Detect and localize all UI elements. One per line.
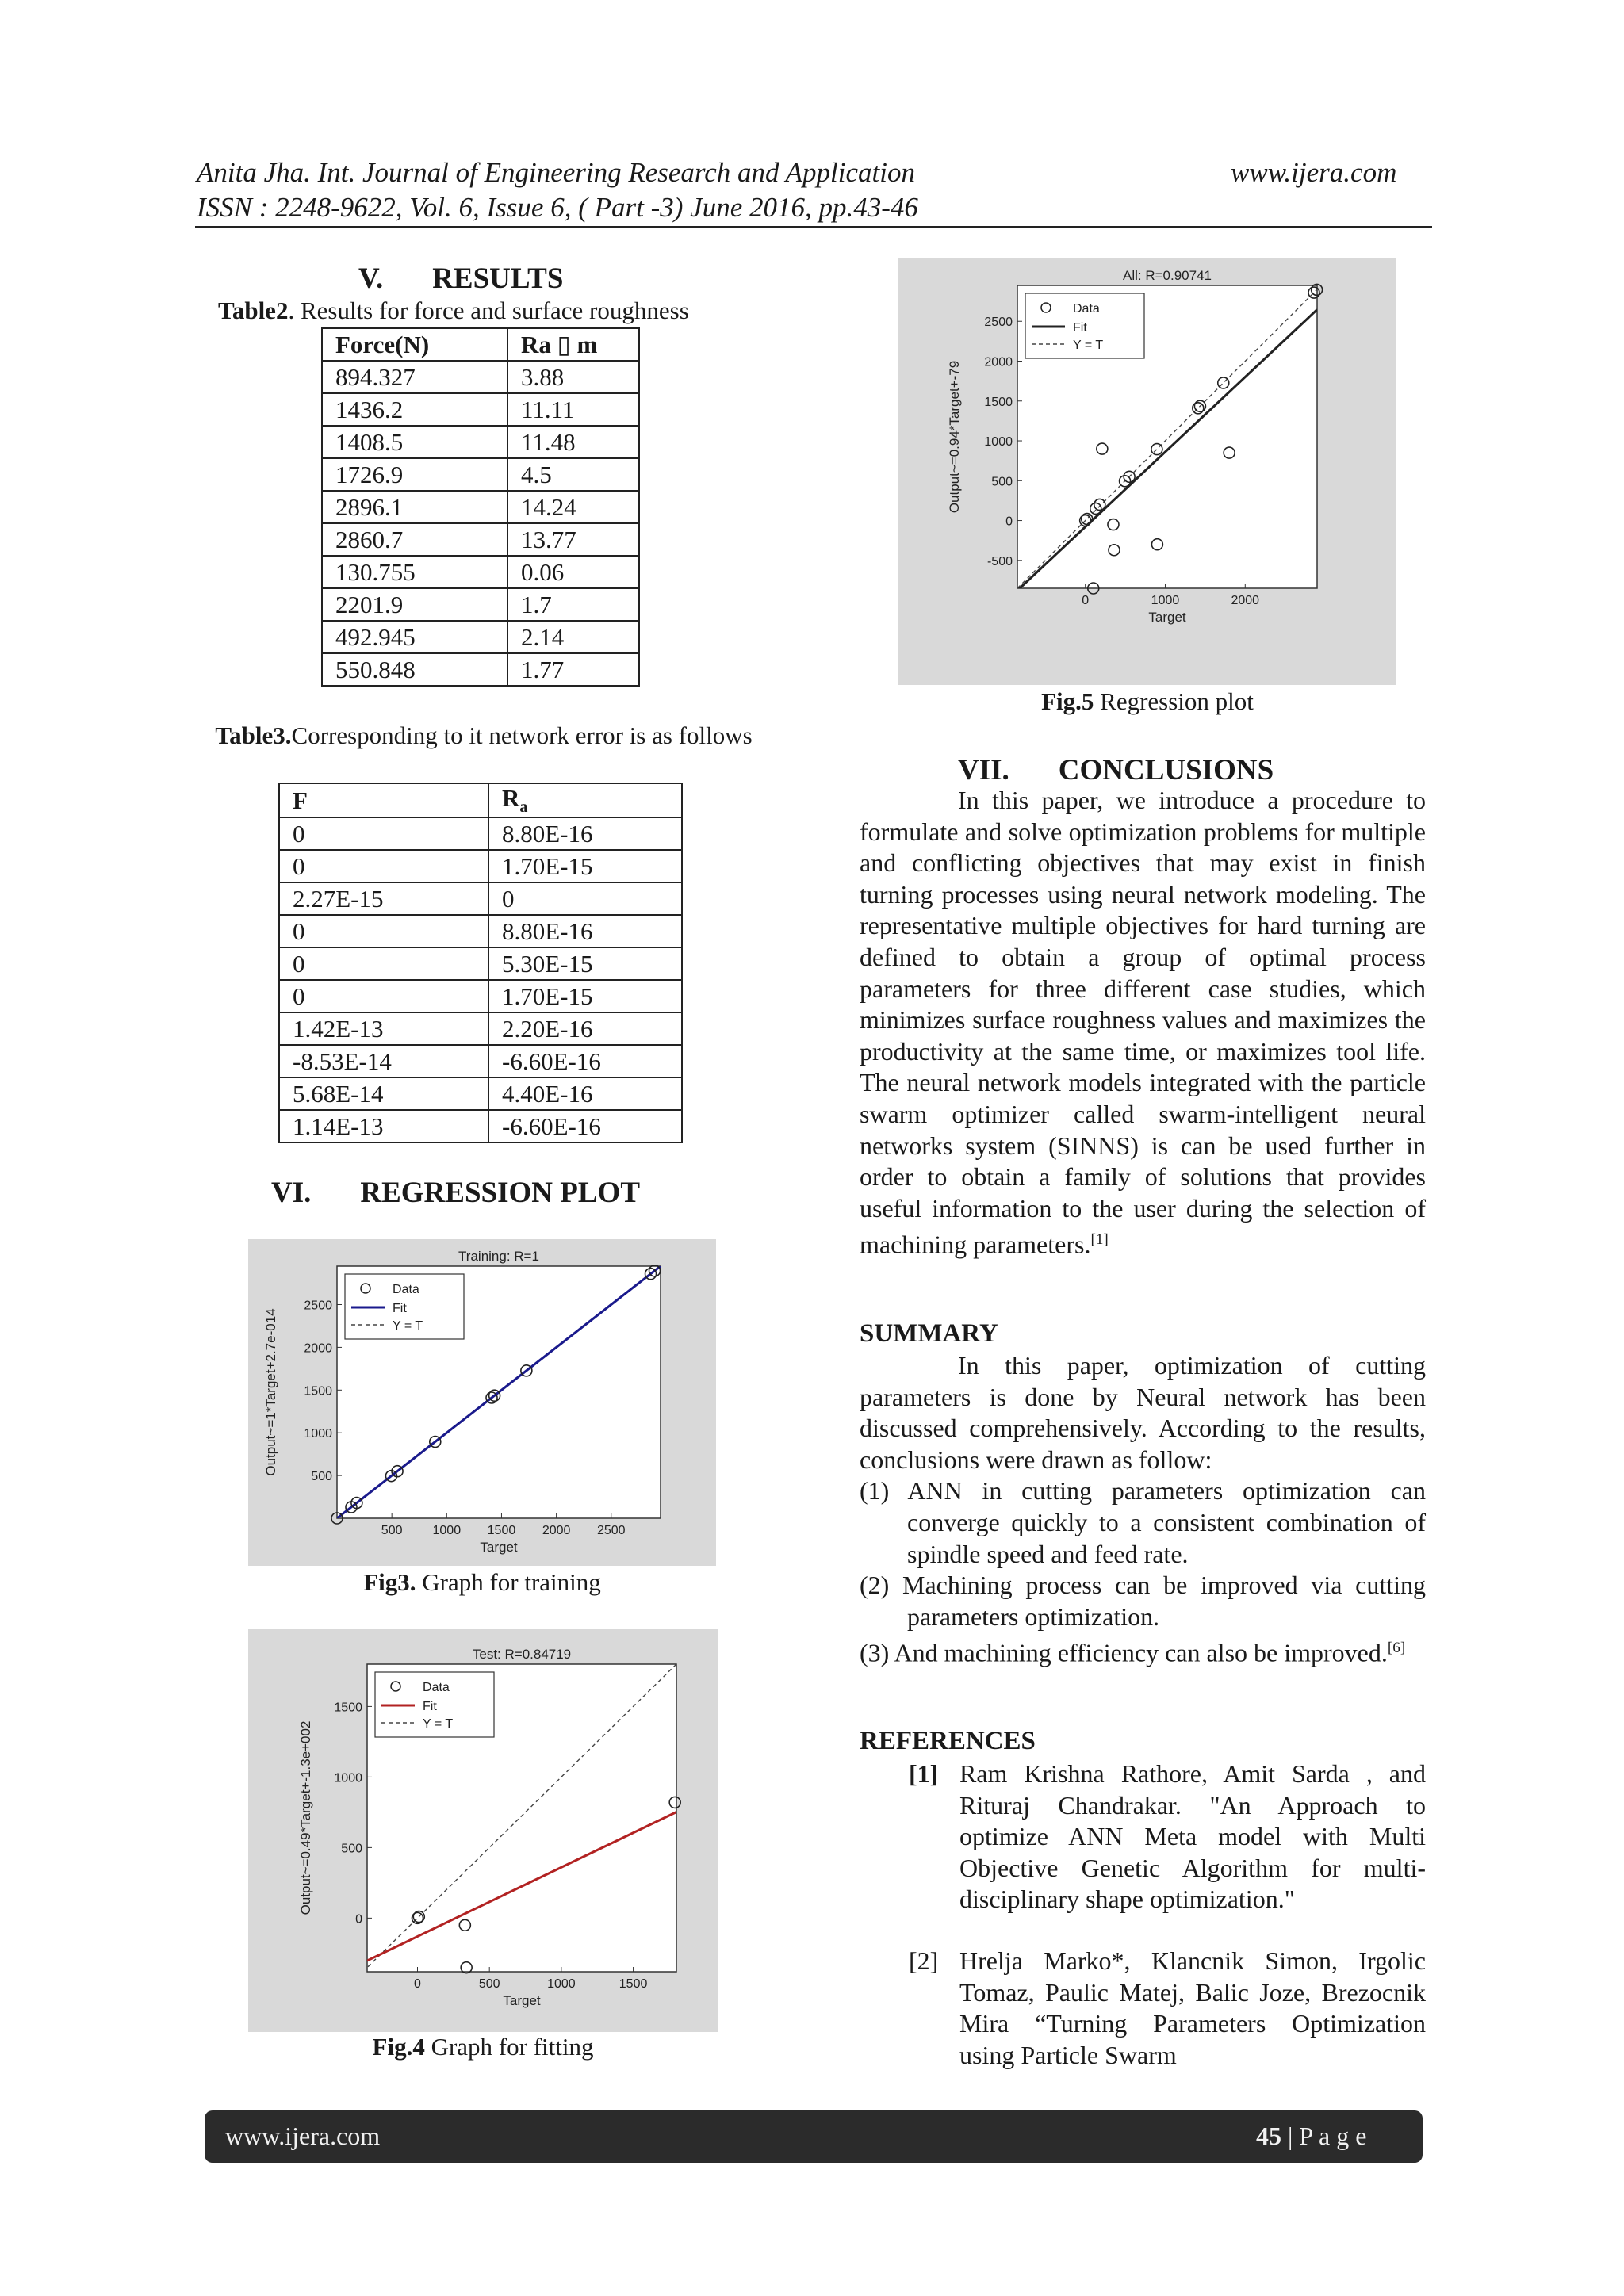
fig5-caption: Fig.5 Regression plot <box>1041 687 1254 715</box>
table3-header-f: F <box>279 783 488 817</box>
table3-cell: 0 <box>279 817 488 850</box>
table3-cell: 4.40E-16 <box>488 1077 682 1110</box>
table2-header-ra: Ra ▯ m <box>508 328 639 361</box>
fig4-svg <box>248 1629 718 2032</box>
table2-row <box>322 588 639 621</box>
footer-website[interactable]: www.ijera.com <box>225 2122 381 2150</box>
table3-row <box>279 947 682 980</box>
table2-cell: 894.327 <box>322 361 508 393</box>
table3-cell: 8.80E-16 <box>488 915 682 947</box>
table2-cell: 1.77 <box>508 653 639 686</box>
table2-cell: 1408.5 <box>322 426 508 458</box>
y-tick-label: 2000 <box>304 1341 332 1356</box>
table3-row <box>279 1110 682 1142</box>
footer-page: 45 | P a g e <box>1256 2122 1367 2150</box>
legend-data-label: Data <box>1073 302 1100 316</box>
table3-header-ra: $R_a$ <box>488 783 682 817</box>
x-tick-label: 2500 <box>596 1524 626 1537</box>
references-heading: REFERENCES <box>860 1727 1036 1755</box>
table2-row <box>322 621 639 653</box>
table2-cell: 1726.9 <box>322 458 508 491</box>
legend-identity-label: Y = T <box>393 1319 423 1333</box>
table3-cell: -6.60E-16 <box>488 1110 682 1142</box>
table3-cell: 0 <box>279 850 488 882</box>
table3-row <box>279 1077 682 1110</box>
chart-title: All: R=0.90741 <box>1123 268 1212 283</box>
legend-data-label: Data <box>393 1283 419 1296</box>
table2-row <box>322 426 639 458</box>
table3-row <box>279 850 682 882</box>
x-tick-label: 1000 <box>432 1524 462 1537</box>
reference-1: [1] Ram Krishna Rathore, Amit Sarda , and Rituraj Chandrakar. "An Approach to optimize ANN Meta model with Multi Objective Genetic Algorithm for multi-disciplinary shape optimization." <box>909 1759 1426 1914</box>
table2-header-force: Force(N) <box>322 328 508 361</box>
y-tick-label: 0 <box>355 1912 362 1927</box>
table2-cell: 550.848 <box>322 653 508 686</box>
legend-fit-label: Fit <box>393 1302 407 1315</box>
x-axis-label: Target <box>480 1540 518 1555</box>
regression-heading: VI. REGRESSION PLOT <box>271 1177 640 1209</box>
y-tick-label: 2500 <box>984 316 1013 330</box>
y-tick-label: 0 <box>1005 515 1013 529</box>
table2-cell: 2.14 <box>508 621 639 653</box>
fig3-training-plot <box>248 1239 716 1566</box>
y-tick-label: 1000 <box>334 1771 362 1785</box>
table2-row <box>322 556 639 588</box>
header-website[interactable]: www.ijera.com <box>1231 157 1397 188</box>
y-tick-label: 500 <box>991 475 1013 489</box>
chart-title: Test: R=0.84719 <box>472 1647 572 1662</box>
table3-cell: 1.42E-13 <box>279 1012 488 1045</box>
table2-cell: 130.755 <box>322 556 508 588</box>
table2-row <box>322 458 639 491</box>
x-tick-label: 0 <box>414 1977 421 1991</box>
table2-cell: 13.77 <box>508 523 639 556</box>
table3-cell: 0 <box>488 882 682 915</box>
x-tick-label: 1000 <box>1151 594 1180 607</box>
fig5-all-plot <box>898 258 1396 685</box>
table2 <box>321 327 640 687</box>
table3-cell: 8.80E-16 <box>488 817 682 850</box>
fig4-caption: Fig.4 Graph for fitting <box>372 2033 594 2061</box>
footer-bar <box>205 2110 1423 2163</box>
table3-cell: 0 <box>279 980 488 1012</box>
table2-row <box>322 393 639 426</box>
legend-fit-label: Fit <box>1073 321 1087 335</box>
table2-caption: Table2. Results for force and surface roughness <box>218 297 689 324</box>
table2-header-row <box>322 328 639 361</box>
y-tick-label: 1000 <box>304 1427 332 1441</box>
references-list <box>909 1758 1426 2071</box>
table2-cell: 11.11 <box>508 393 639 426</box>
y-axis-label: Output~=1*Target+2.7e-014 <box>263 1308 278 1476</box>
table3-cell: 2.27E-15 <box>279 882 488 915</box>
x-tick-label: 500 <box>381 1524 403 1537</box>
conclusions-body: In this paper, we introduce a procedure to formulate and solve optimization problems for multiple and conflicting objectives that may exist in finish turning processes using neural network modeling. The representative multiple objectives for hard turning are defined to obtain a group of optimal process parameters for three different case studies, which minimizes surface roughness values and maximizes the productivity at the same time, or maximizes tool life. The neural network models integrated with the particle swarm optimizer called swarm-intelligent neural networks system (SINNS) is can be used further in order to obtain a family of solutions that provides useful information to the user during the selection of machining parameters.[1] <box>860 786 1426 1259</box>
reference-2: [2] Hrelja Marko*, Klancnik Simon, Irgolic Tomaz, Paulic Matej, Balic Joze, Brezocnik Mira “Turning Parameters Optimization using Particle Swarm <box>909 1946 1426 2069</box>
x-tick-label: 1500 <box>619 1977 648 1991</box>
table3-cell: 0 <box>279 947 488 980</box>
table3-cell: 2.20E-16 <box>488 1012 682 1045</box>
y-tick-label: -500 <box>986 554 1013 568</box>
x-tick-label: 0 <box>1082 594 1090 607</box>
table2-cell: 0.06 <box>508 556 639 588</box>
table3-cell: 1.70E-15 <box>488 850 682 882</box>
table2-cell: 14.24 <box>508 491 639 523</box>
summary-item-1: (1) ANN in cutting parameters optimization can converge quickly to a consistent combination of spindle speed and feed rate. <box>860 1476 1426 1568</box>
table3-row <box>279 817 682 850</box>
table3-cell: 1.14E-13 <box>279 1110 488 1142</box>
legend-data-label: Data <box>423 1681 450 1694</box>
table2-cell: 4.5 <box>508 458 639 491</box>
summary-item-2: (2) Machining process can be improved via cutting parameters optimization. <box>860 1571 1426 1631</box>
x-tick-label: 1000 <box>547 1977 576 1991</box>
summary-paragraph: In this paper, optimization of cutting parameters is done by Neural network has been discussed comprehensively. According to the results, conclusions were drawn as follow: <box>860 1351 1426 1474</box>
table3-row <box>279 1045 682 1077</box>
table3-cell: 5.68E-14 <box>279 1077 488 1110</box>
legend-identity-label: Y = T <box>423 1717 454 1731</box>
chart-title: Training: R=1 <box>458 1249 539 1264</box>
table3-caption: Table3.Corresponding to it network error is as follows <box>215 721 753 749</box>
table2-row <box>322 361 639 393</box>
table3-row <box>279 980 682 1012</box>
table3-cell: -6.60E-16 <box>488 1045 682 1077</box>
y-tick-label: 2500 <box>304 1299 332 1313</box>
summary-item-3: (3) And machining efficiency can also be improved.[6] <box>860 1639 1406 1667</box>
y-tick-label: 1000 <box>984 435 1013 450</box>
x-axis-label: Target <box>503 1993 541 2008</box>
fig3-caption: Fig3. Graph for training <box>363 1568 601 1596</box>
table2-cell: 2860.7 <box>322 523 508 556</box>
table2-cell: 11.48 <box>508 426 639 458</box>
table3-row <box>279 882 682 915</box>
y-tick-label: 1500 <box>334 1701 362 1715</box>
results-heading: V. RESULTS <box>358 262 564 295</box>
y-tick-label: 500 <box>341 1842 362 1856</box>
issn-line: ISSN : 2248-9622, Vol. 6, Issue 6, ( Part -3) June 2016, pp.43-46 <box>197 192 918 223</box>
x-tick-label: 2000 <box>542 1524 571 1537</box>
table3-cell: -8.53E-14 <box>279 1045 488 1077</box>
table2-cell: 3.88 <box>508 361 639 393</box>
y-axis-label: Output~=0.94*Target+-79 <box>947 360 962 514</box>
y-tick-label: 500 <box>311 1470 332 1484</box>
table2-cell: 2201.9 <box>322 588 508 621</box>
legend-identity-label: Y = T <box>1073 339 1104 352</box>
fig3-svg <box>248 1239 716 1566</box>
fig5-svg <box>898 258 1396 685</box>
table2-cell: 492.945 <box>322 621 508 653</box>
x-tick-label: 1500 <box>487 1524 516 1537</box>
table3-cell: 1.70E-15 <box>488 980 682 1012</box>
table3-row <box>279 1012 682 1045</box>
journal-line: Anita Jha. Int. Journal of Engineering Research and Application <box>197 157 915 188</box>
table3-header-row <box>279 783 682 817</box>
table2-cell: 2896.1 <box>322 491 508 523</box>
x-tick-label: 2000 <box>1231 594 1260 607</box>
y-axis-label: Output~=0.49*Target+-1.3e+002 <box>298 1720 313 1915</box>
table2-row <box>322 491 639 523</box>
table3 <box>278 783 683 1143</box>
table2-cell: 1436.2 <box>322 393 508 426</box>
conclusions-heading: VII. CONCLUSIONS <box>958 754 1274 786</box>
summary-body <box>860 1350 1426 1670</box>
table3-row <box>279 915 682 947</box>
summary-heading: SUMMARY <box>860 1319 998 1348</box>
legend-fit-label: Fit <box>423 1700 437 1713</box>
table2-cell: 1.7 <box>508 588 639 621</box>
table3-cell: 5.30E-15 <box>488 947 682 980</box>
y-tick-label: 1500 <box>984 395 1013 409</box>
table2-row <box>322 653 639 686</box>
y-tick-label: 1500 <box>304 1384 332 1399</box>
table3-cell: 0 <box>279 915 488 947</box>
x-tick-label: 500 <box>478 1977 500 1991</box>
header-rule <box>195 226 1432 228</box>
table2-row <box>322 523 639 556</box>
fig4-test-plot <box>248 1629 718 2032</box>
y-tick-label: 2000 <box>984 355 1013 369</box>
x-axis-label: Target <box>1148 610 1186 625</box>
